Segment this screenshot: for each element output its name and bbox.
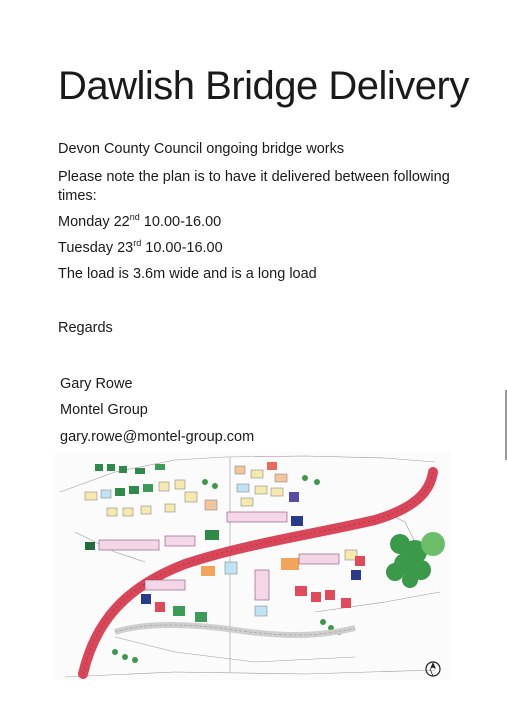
signature-email[interactable]: gary.rowe@montel-group.com — [60, 429, 255, 445]
subtitle: Devon County Council ongoing bridge works — [58, 141, 345, 157]
load-note: The load is 3.6m wide and is a long load — [58, 266, 317, 282]
schedule-day-suffix: rd — [133, 238, 142, 249]
site-plan-map — [55, 452, 450, 680]
schedule-day-suffix: nd — [129, 212, 140, 223]
compass-north-icon — [424, 660, 442, 678]
closing: Regards — [58, 320, 113, 336]
schedule-time: 10.00-16.00 — [139, 214, 222, 230]
signature-name: Gary Rowe — [60, 376, 133, 392]
plan-note-line-1: Please note the plan is to have it delivered between following — [58, 169, 450, 185]
page-title: Dawlish Bridge Delivery — [58, 64, 469, 108]
plan-note-line-2: times: — [58, 188, 97, 204]
signature-company: Montel Group — [60, 402, 148, 418]
schedule-time: 10.00-16.00 — [141, 240, 223, 256]
schedule-day: Tuesday 23 — [58, 240, 134, 256]
schedule-monday — [58, 214, 221, 230]
schedule-tuesday — [58, 240, 223, 256]
schedule-day: Monday 22 — [58, 214, 130, 230]
